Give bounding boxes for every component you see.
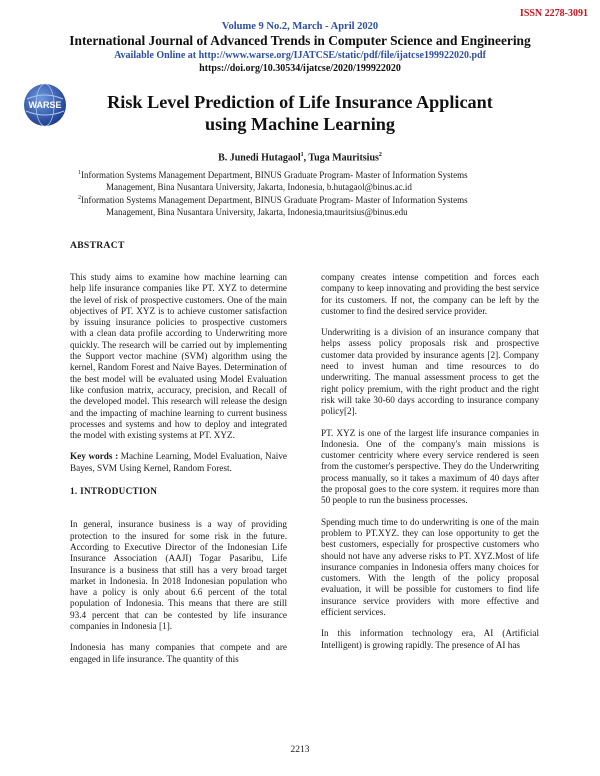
right-paragraph-4: Spending much time to do underwriting is one of the main problem to PT.XYZ. they can lose opportunity to get the best customers, especially for prospective customers who should not have any adverse risks to PT. XYZ.Most of life insurance companies in Indonesia offers many choices for customers. With the length of the policy proposal evaluation, it will be possible for customers to find life insurance service providers with more effective and efficient services. <box>321 516 539 618</box>
introduction-heading: 1. INTRODUCTION <box>70 486 158 497</box>
abstract-text: This study aims to examine how machine learning can help life insurance companies like PT. XYZ to determine the level of risk of prospective customers. One of the main objectives of PT. XYZ is to achieve customer satisfaction by issuing insurance policies to prospective customers with a clean data profile according to Underwriting more quickly. The research will be carried out by implementing the Support vector machine (SVM) algorithm using the kernel, Random Forest and Naive Bayes. Determination of the best model will be evaluated using Model Evaluation like confusion matrix, accuracy, precision, and Recall of the developed model. This research will release the design and the impacting of machine learning to current business processes and systems and how to deploy and integrated the model with existing systems at PT. XYZ. <box>70 272 287 441</box>
authors-line: B. Junedi Hutagaol$^1$, Tuga Mauritsius$^2$ <box>218 152 382 164</box>
right-paragraph-2: Underwriting is a division of an insurance company that helps assess policy proposals risk and prospective customer data provided by insurance agents [2]. Company need to invest human and time resources to do underwriting. The manual assessment process to get the right policy premium, with the right product and the right risk will take 30-60 days according to insurance company policy[2]. <box>321 327 539 417</box>
right-paragraph-3: PT. XYZ is one of the largest life insurance companies in Indonesia. One of the company's main missions is customer centricity where every service rendered is seen from the customer's perspective. They do the Underwriting process manually, so it takes a maximum of 40 days after the proposal goes to the core system. it requires more than 50 people to run the business processes. <box>321 427 539 506</box>
right-paragraph-5: In this information technology era, AI (Artificial Intelligent) is growing rapidly. The presence of AI has <box>321 628 539 650</box>
available-online-link[interactable]: Available Online at http://www.warse.org/IJATCSE/static/pdf/file/ijatcse199922020.pdf <box>114 50 486 61</box>
left-column <box>70 272 287 675</box>
affiliation-2: $^2$Information Systems Management Department, BINUS Graduate Program- Master of Information Systems Management, Bina Nusantara University, Jakarta, Indonesia,tmauritsius@binus.edu <box>78 195 468 217</box>
right-column <box>321 272 539 661</box>
page-number: 2213 <box>290 745 310 755</box>
intro-paragraph-2: Indonesia has many companies that compete and are engaged in life insurance. The quantity of this <box>70 642 287 664</box>
intro-paragraph-1: In general, insurance business is a way of providing protection to the insured for some risk in the future. According to Executive Director of the Indonesian Life Insurance Association (AAJI) Togar Pasaribu, Life Insurance is a business that still has a very broad target market in Indonesia. In 2018 Indonesian population who have a policy is only about 6.6 percent of the total population of Indonesia. This means that there are still 93.4 percent that can be contested by life insurance companies in Indonesia [1]. <box>70 519 287 632</box>
right-paragraph-1: company creates intense competition and forces each company to keep innovating and providing the best service for its customers. If not, the company can be left by the customer to find the desired service provider. <box>321 272 539 316</box>
issn-label: ISSN 2278-3091 <box>519 8 588 19</box>
affiliation-1: $^1$Information Systems Management Department, BINUS Graduate Program- Master of Information Systems Management, Bina Nusantara University, Jakarta, Indonesia, b.hutagaol@binus.ac.id <box>78 170 468 192</box>
logo-text: WARSE <box>28 100 62 110</box>
paper-title: Risk Level Prediction of Life Insurance Applicant using Machine Learning <box>107 92 493 134</box>
journal-title: International Journal of Advanced Trends in Computer Science and Engineering <box>69 33 531 48</box>
warse-logo-icon <box>22 82 68 128</box>
keywords: Key words : Machine Learning, Model Evaluation, Naive Bayes, SVM Using Kernel, Random Forest. <box>70 451 287 473</box>
doi-link[interactable]: https://doi.org/10.30534/ijatcse/2020/199922020 <box>199 63 401 74</box>
volume-line: Volume 9 No.2, March - April 2020 <box>221 21 379 32</box>
abstract-heading: ABSTRACT <box>70 240 125 251</box>
